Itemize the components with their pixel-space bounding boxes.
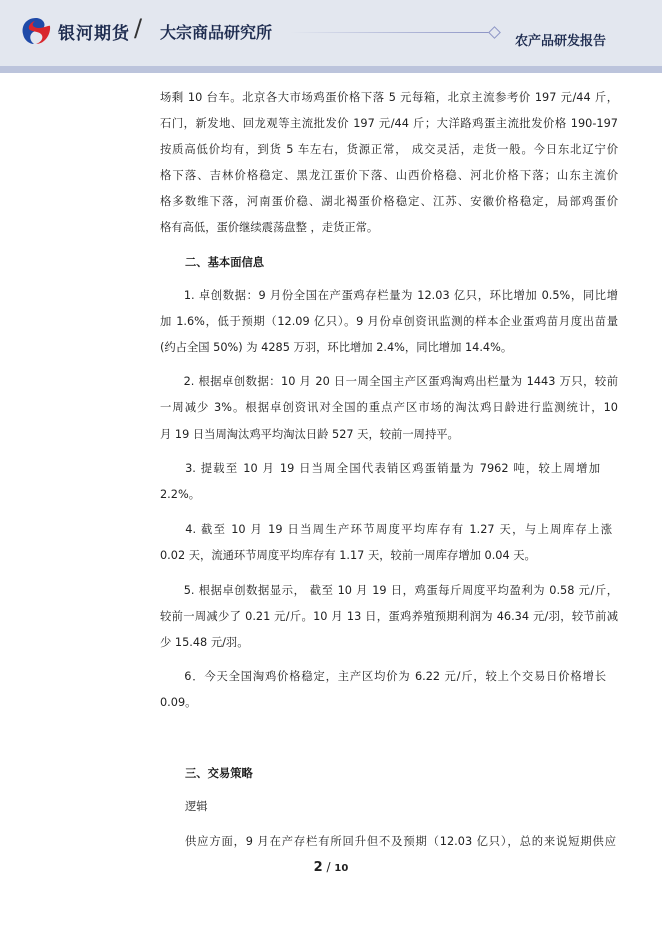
paragraph-line: 少 15.48 元/羽。 [160,636,249,649]
paragraph-line: 5. 根据卓创数据显示， 截至 10 月 19 日，鸡蛋每斤周度平均盈利为 0.58 元/斤， [160,584,618,597]
paragraph-line: 3. 提载至 10 月 19 日当周全国代表销区鸡蛋销量为 7962 吨，较上周增加 [160,462,600,475]
paragraph-line: 2.2%。 [160,488,200,501]
section-heading: 三、交易策略 [185,767,253,780]
paragraph-line: 月 19 日当周淘汰鸡平均淘汰日龄 527 天，较前一周持平。 [160,428,459,441]
paragraph-line: (约占全国 50%) 为 4285 万羽，环比增加 2.4%，同比增加 14.4%。 [160,341,513,354]
intro-line: 石门，新发地、回龙观等主流批发价 197 元/44 斤；大洋路鸡蛋主流批发价格 190-197 [160,117,618,130]
section-heading: 二、基本面信息 [185,256,265,269]
logic-label: 逻辑 [185,800,208,813]
paragraph-line: 加 1.6%，低于预期（12.09 亿只）。9 月份卓创资讯监测的样本企业蛋鸡苗月度出苗量 [160,315,618,328]
paragraph-line: 4. 截至 10 月 19 日当周生产环节周度平均库存有 1.27 天，与上周库存上涨 [160,523,612,536]
intro-line: 格多数维下落，河南蛋价稳、湖北褐蛋价格稳定、江苏、安徽价格稳定，局部鸡蛋价 [160,195,618,208]
page-separator: / [326,860,331,874]
intro-line: 场剩 10 台车。北京各大市场鸡蛋价格下落 5 元每箱，北京主流参考价 197 元/44 斤， [160,91,618,104]
page-number [0,860,662,875]
report-type: 农产品研发报告 [515,34,607,49]
header-rule [290,32,490,33]
institute-name: 大宗商品研究所 [160,23,273,42]
brand-name: 银河期货 [58,24,130,44]
paragraph-line: 1. 卓创数据：9 月份全国在产蛋鸡存栏量为 12.03 亿只，环比增加 0.5%，同比增 [160,289,618,302]
paragraph-line: 0.09。 [160,696,197,709]
intro-line: 格下落、吉林价格稳定、黑龙江蛋价下落、山西价格稳、河北价格下落；山东主流价 [160,169,618,182]
paragraph-line: 6．今天全国淘鸡价格稳定，主产区均价为 6.22 元/斤，较上个交易日价格增长 [160,670,606,683]
header-divider-bar [0,66,662,73]
intro-line: 按质高低价均有，到货 5 车左右，货源正常， 成交灵活，走货一般。今日东北辽宁价 [160,143,618,156]
paragraph-line: 0.02 天，流通环节周度平均库存有 1.17 天，较前一周库存增加 0.04 天。 [160,549,536,562]
total-pages: 10 [334,863,349,874]
paragraph-line: 供应方面，9 月在产存栏有所回升但不及预期（12.03 亿只），总的来说短期供应 [185,835,616,848]
paragraph-line: 2. 根据卓创数据：10 月 20 日一周全国主产区蛋鸡淘鸡出栏量为 1443 万只，较前 [160,375,618,388]
brand-separator: / [134,14,143,42]
paragraph-line: 较前一周减少了 0.21 元/斤。10 月 13 日，蛋鸡养殖预期利润为 46.34 元/羽，较节前减 [160,610,618,623]
intro-line: 格有高低，蛋价继续震荡盘整 ，走货正常。 [160,221,379,234]
galaxy-futures-logo-icon [20,16,52,46]
current-page: 2 [313,860,323,875]
paragraph-line: 一周减少 3%。根据卓创资讯对全国的重点产区市场的淘汰鸡日龄进行监测统计，10 [160,401,618,414]
